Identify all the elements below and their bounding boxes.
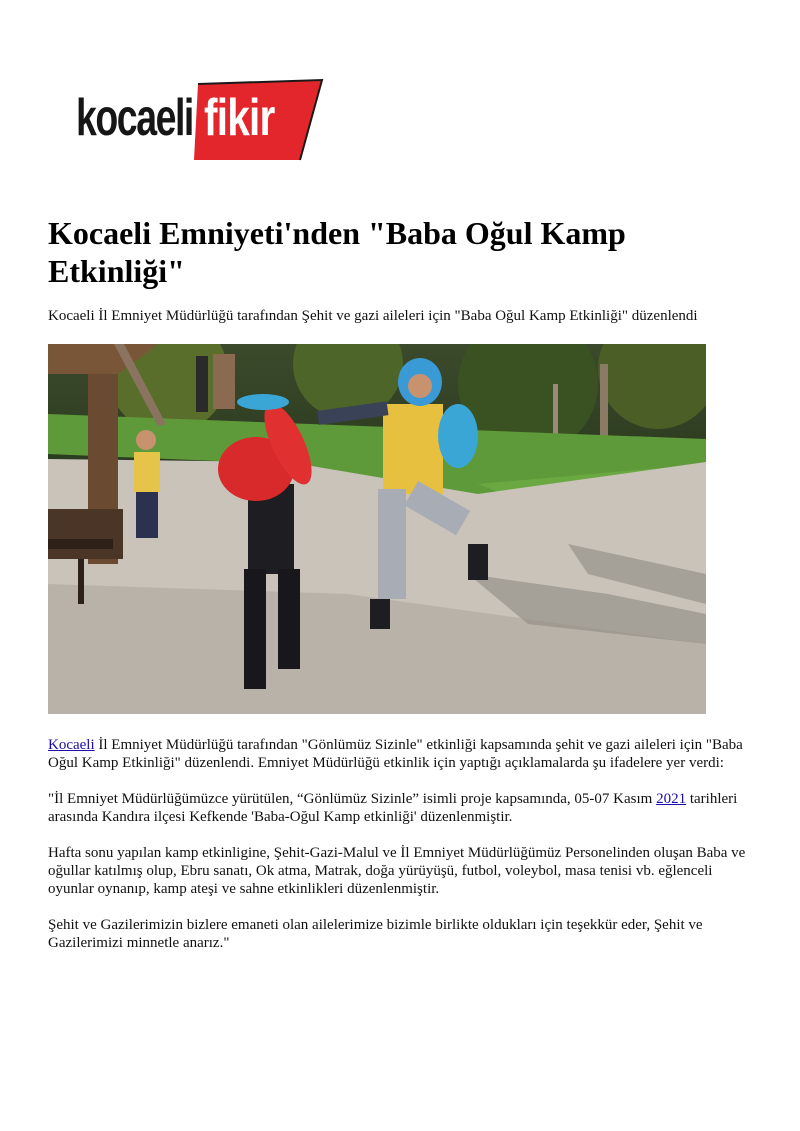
article-body [48, 736, 748, 970]
site-logo[interactable] [76, 78, 326, 164]
paragraph-3: Hafta sonu yapılan kamp etkinligine, Şehit-Gazi-Malul ve İl Emniyet Müdürlüğümüz Personelinden oluşan Baba ve oğullar katılmış olup, Ebru sanatı, Ok atma, Matrak, doğa yürüyüşü, futbol, voleybol, masa tenisi vb. eğlenceli oyunlar oynanıp, kamp ateşi ve sahne etkinlikleri düzenlenmiştir. [48, 845, 746, 897]
paragraph-1-text: İl Emniyet Müdürlüğü tarafından "Gönlümüz Sizinle" etkinliği kapsamında şehit ve gazi aileleri için "Baba Oğul Kamp Etkinliği" düzenlendi. Emniyet Müdürlüğü etkinlik için yaptığı açıklamalarda şu ifadelere yer verdi: [48, 737, 743, 771]
article-title: Kocaeli Emniyeti'nden "Baba Oğul Kamp Etkinliği" [48, 215, 626, 289]
link-kocaeli[interactable]: Kocaeli [48, 737, 95, 753]
paragraph-1 [48, 736, 748, 772]
paragraph-4: Şehit ve Gazilerimizin bizlere emaneti olan ailelerimize bizimle birlikte oldukları için teşekkür eder, Şehit ve Gazilerimizi minnetle anarız." [48, 917, 703, 951]
link-2021[interactable]: 2021 [656, 791, 687, 807]
paragraph-2-text-after: tarihleri arasında Kandıra ilçesi Kefkende 'Baba-Oğul Kamp etkinliği' düzenlenmiştir. [48, 791, 738, 825]
logo-text-fikir: fikir [204, 89, 275, 147]
article-subtitle: Kocaeli İl Emniyet Müdürlüğü tarafından Şehit ve gazi aileleri için "Baba Oğul Kamp Etkinliği" düzenlendi [48, 308, 698, 324]
paragraph-2 [48, 790, 748, 826]
logo-text-kocaeli: kocaeli [76, 89, 193, 147]
article-photo [48, 344, 706, 714]
paragraph-2-text-before: "İl Emniyet Müdürlüğümüzce yürütülen, “Gönlümüz Sizinle” isimli proje kapsamında, 05-07 Kasım [48, 791, 657, 807]
